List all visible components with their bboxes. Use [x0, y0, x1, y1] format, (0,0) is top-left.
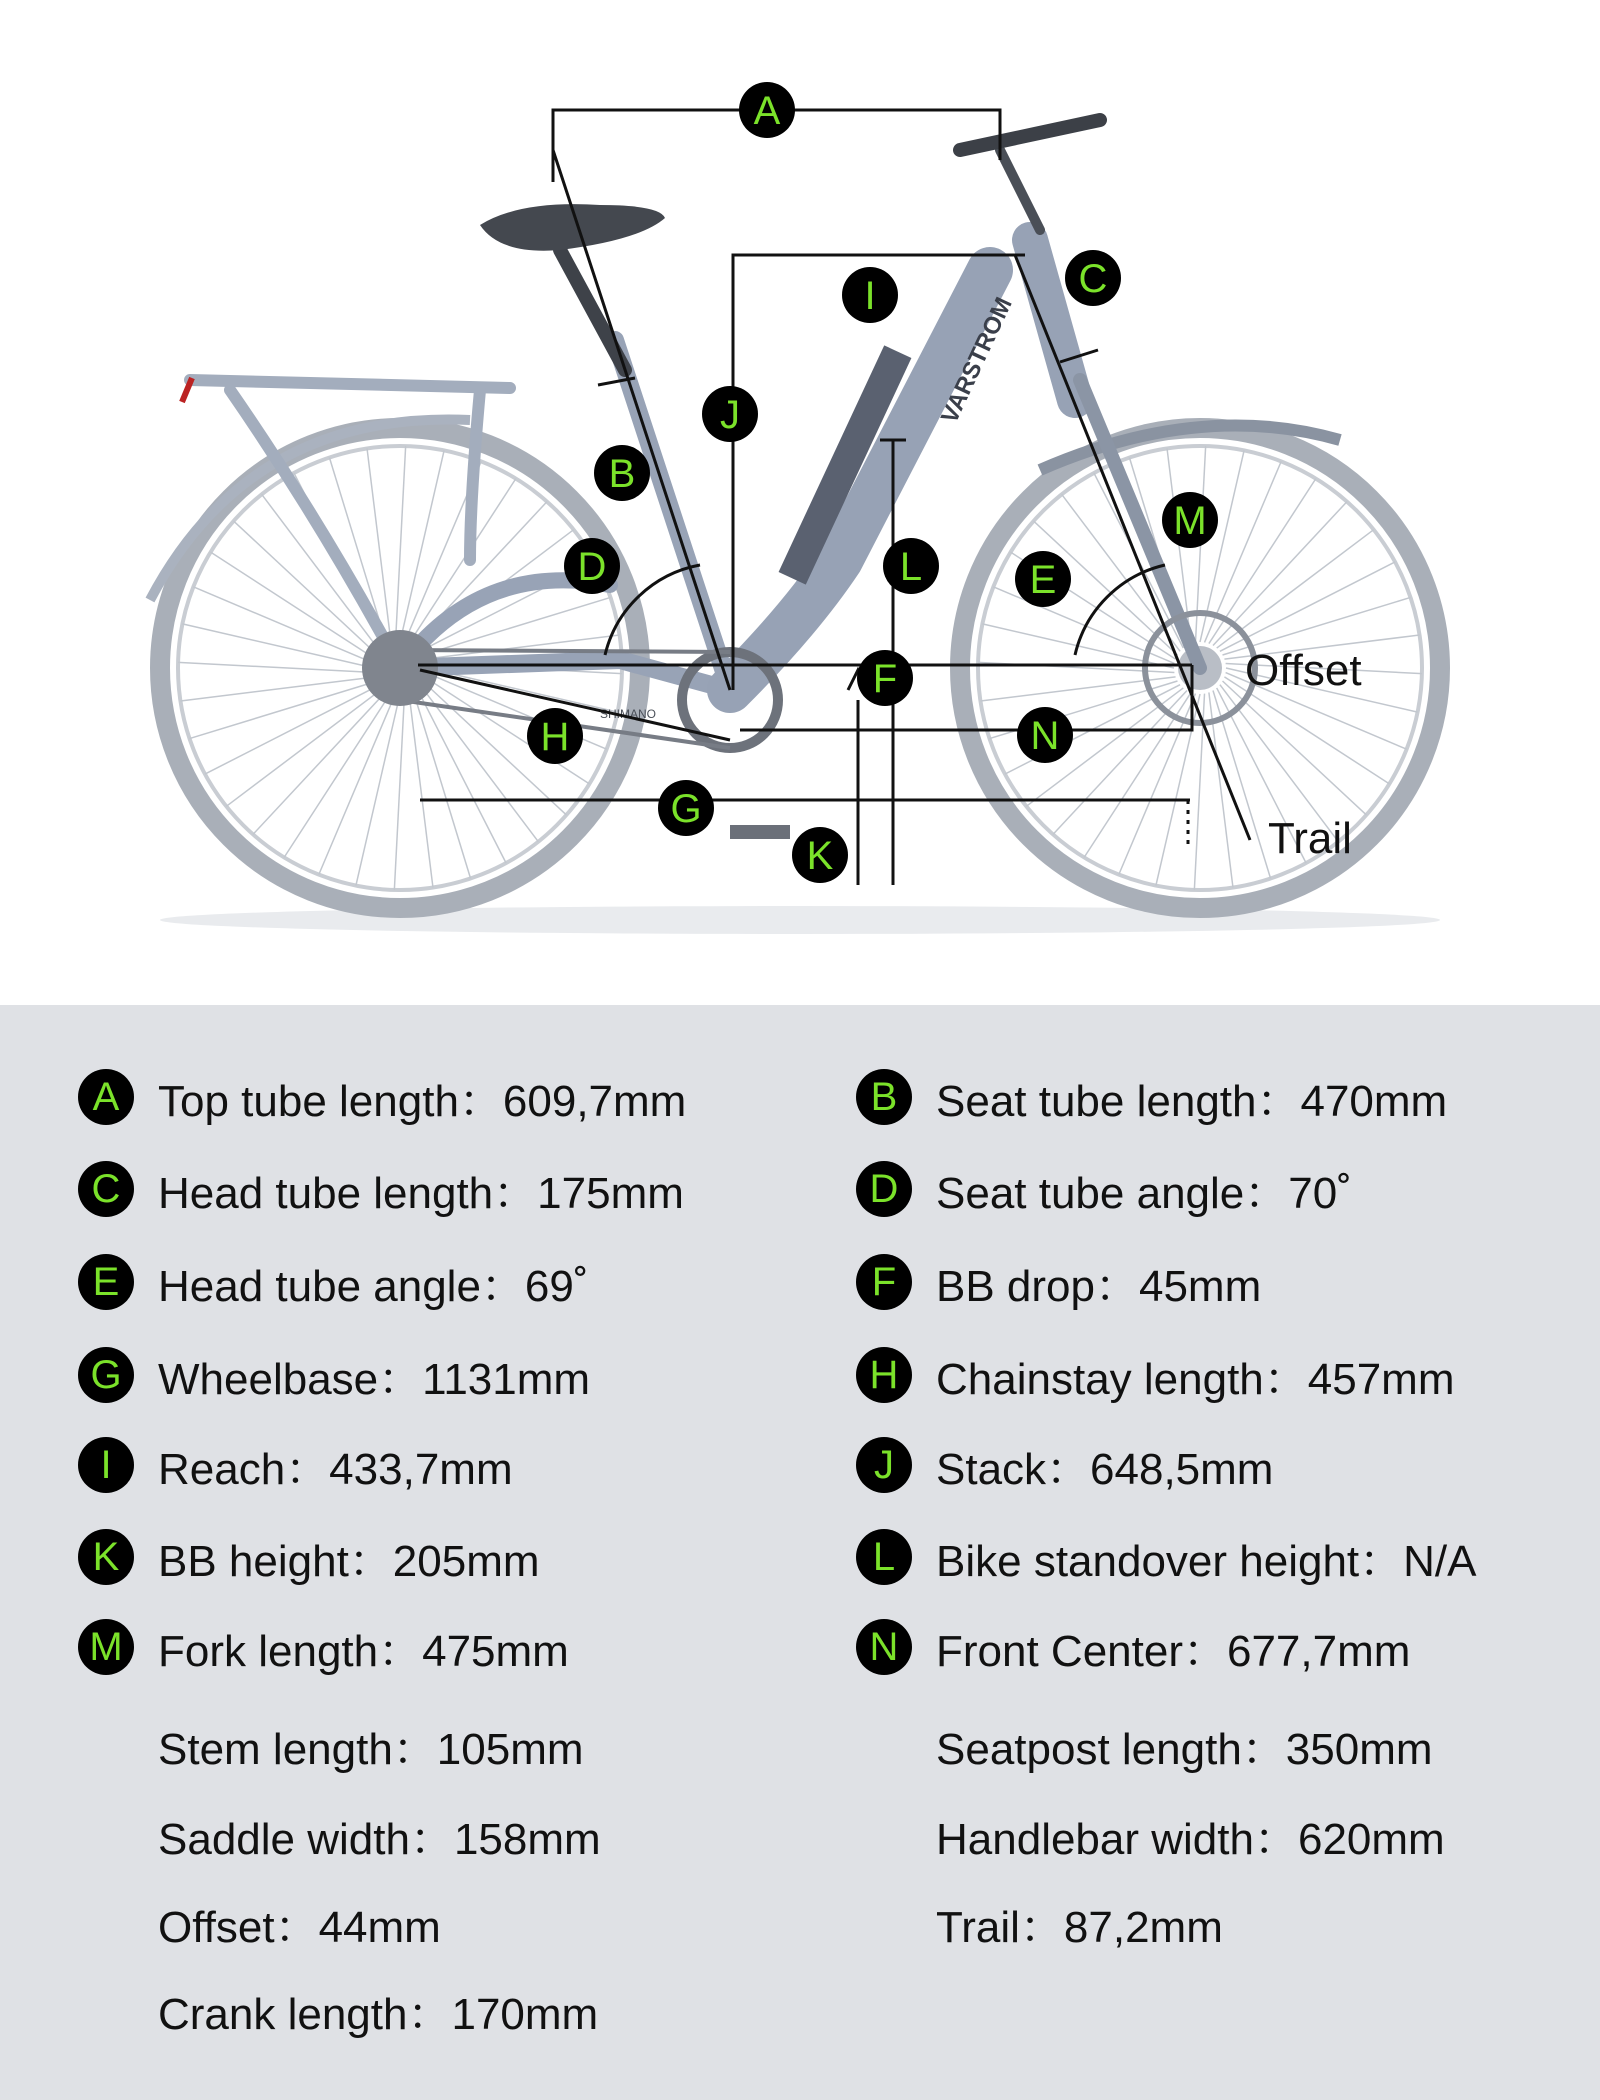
- svg-text:B: B: [608, 452, 636, 496]
- spec-label: Seat tube length：470mm: [936, 1077, 1448, 1126]
- svg-text:F: F: [872, 657, 898, 701]
- bike-geometry-diagram: [0, 0, 1600, 1005]
- spec-badge: B: [856, 1069, 912, 1125]
- spec-row: [856, 1617, 1410, 1677]
- spec-label: Seat tube angle：70˚: [936, 1169, 1352, 1218]
- marker-k: [792, 827, 848, 883]
- spec-badge: K: [78, 1529, 134, 1585]
- marker-e: [1015, 551, 1071, 607]
- svg-text:L: L: [899, 545, 923, 589]
- spec-label: Saddle width：158mm: [158, 1815, 601, 1864]
- marker-j: [702, 386, 758, 442]
- spec-row: [856, 1345, 1454, 1405]
- spec-label: Bike standover height：N/A: [936, 1537, 1477, 1586]
- spec-row: [78, 1067, 686, 1127]
- marker-c: [1065, 250, 1121, 306]
- spec-row: [856, 1159, 1352, 1219]
- spec-badge: C: [78, 1161, 134, 1217]
- spec-label: Trail：87,2mm: [936, 1903, 1223, 1952]
- spec-label: BB height：205mm: [158, 1537, 540, 1586]
- marker-h: [527, 708, 583, 764]
- svg-text:C: C: [1078, 257, 1108, 301]
- spec-badge: E: [78, 1254, 134, 1310]
- spec-label: Chainstay length：457mm: [936, 1355, 1455, 1404]
- spec-label: BB drop：45mm: [936, 1262, 1262, 1311]
- spec-badge: F: [856, 1254, 912, 1310]
- svg-text:E: E: [1029, 558, 1057, 602]
- spec-label: Head tube angle：69˚: [158, 1262, 589, 1311]
- spec-row: [78, 1715, 584, 1775]
- spec-row: [856, 1252, 1261, 1312]
- spec-label: Head tube length：175mm: [158, 1169, 684, 1218]
- spec-row: [78, 1435, 513, 1495]
- spec-badge: L: [856, 1529, 912, 1585]
- marker-m: [1162, 492, 1218, 548]
- spec-list-panel: [0, 1005, 1600, 2100]
- spec-label: Reach：433,7mm: [158, 1445, 513, 1494]
- spec-row: [78, 1527, 540, 1587]
- spec-row: [78, 1159, 684, 1219]
- svg-text:G: G: [670, 787, 702, 831]
- spec-label: Stem length：105mm: [158, 1725, 584, 1774]
- svg-text:H: H: [540, 715, 570, 759]
- spec-badge: A: [78, 1069, 134, 1125]
- shimano-decal: SHIMANO: [600, 707, 657, 721]
- spec-badge: G: [78, 1347, 134, 1403]
- spec-badge: D: [856, 1161, 912, 1217]
- svg-text:K: K: [806, 834, 834, 878]
- spec-label: Top tube length：609,7mm: [158, 1077, 687, 1126]
- spec-label: Seatpost length：350mm: [936, 1725, 1433, 1774]
- cassette: [362, 630, 438, 706]
- spec-badge: M: [78, 1619, 134, 1675]
- spec-row: [856, 1893, 1223, 1953]
- spec-row: [856, 1715, 1433, 1775]
- spec-badge: J: [856, 1437, 912, 1493]
- svg-text:D: D: [577, 545, 607, 589]
- spec-label: Stack：648,5mm: [936, 1445, 1274, 1494]
- pedal: [730, 825, 790, 839]
- spec-row: [856, 1805, 1445, 1865]
- spec-row: [78, 1893, 441, 1953]
- spec-row: [856, 1435, 1273, 1495]
- marker-g: [658, 780, 714, 836]
- bike-illustration: [0, 0, 1600, 1005]
- svg-text:I: I: [864, 274, 876, 318]
- marker-d: [564, 538, 620, 594]
- spec-row: [78, 1345, 590, 1405]
- brand-decal: VARSTROM: [935, 293, 1018, 428]
- marker-i: [842, 267, 898, 323]
- marker-l: [883, 538, 939, 594]
- spec-row: [78, 1980, 598, 2040]
- offset-label: Offset: [1245, 646, 1362, 695]
- spec-row: [78, 1805, 601, 1865]
- spec-label: Fork length：475mm: [158, 1627, 569, 1676]
- spec-label: Crank length：170mm: [158, 1990, 599, 2039]
- spec-badge: I: [78, 1437, 134, 1493]
- spec-row: [78, 1617, 569, 1677]
- svg-text:A: A: [753, 89, 781, 133]
- spec-row: [856, 1527, 1477, 1587]
- marker-f: [857, 650, 913, 706]
- spec-label: Wheelbase：1131mm: [158, 1355, 591, 1404]
- spec-label: Offset：44mm: [158, 1903, 441, 1952]
- spec-label: Handlebar width：620mm: [936, 1815, 1445, 1864]
- bike-frame: [400, 120, 1200, 690]
- spec-row: [78, 1252, 589, 1312]
- spec-badge: N: [856, 1619, 912, 1675]
- svg-text:N: N: [1030, 714, 1060, 758]
- spec-badge: H: [856, 1347, 912, 1403]
- spec-label: Front Center：677,7mm: [936, 1627, 1411, 1676]
- spec-row: [856, 1067, 1447, 1127]
- marker-a: [739, 82, 795, 138]
- trail-label: Trail: [1268, 814, 1352, 863]
- svg-text:M: M: [1173, 499, 1207, 543]
- marker-n: [1017, 707, 1073, 763]
- svg-text:J: J: [720, 393, 740, 437]
- marker-b: [594, 445, 650, 501]
